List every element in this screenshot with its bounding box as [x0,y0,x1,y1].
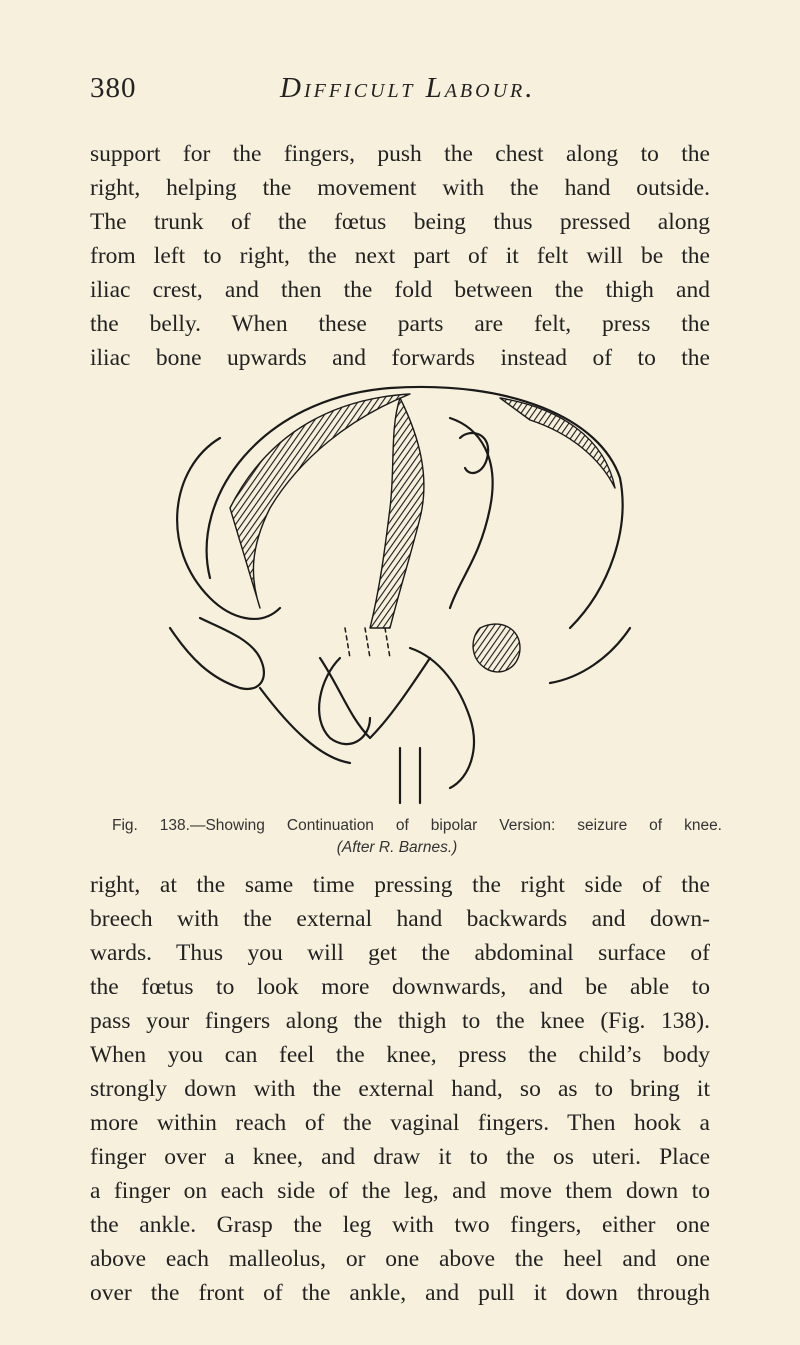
text-line: right, helping the movement with the hand outside. [90,175,710,201]
text-line: the ankle. Grasp the leg with two fingers, either one [90,1212,710,1238]
text-line: iliac crest, and then the fold between the thigh and [90,277,710,303]
figure-caption [112,815,722,859]
fetal-head-outline [450,418,493,608]
text-line: more within reach of the vaginal fingers. Then hook a [90,1110,710,1136]
dashed-guide [345,628,390,658]
text-line: the fœtus to look more downwards, and be able to [90,974,710,1000]
text-line: right, at the same time pressing the right side of the [90,872,710,898]
page-header [90,72,710,112]
text-line: The trunk of the fœtus being thus pressed along [90,209,710,235]
text-line: pass your fingers along the thigh to the knee (Fig. 138). [90,1008,710,1034]
paragraph-top [90,137,710,375]
paragraph-bottom [90,868,710,1310]
text-line: finger over a knee, and draw it to the os uteri. Place [90,1144,710,1170]
anatomical-illustration [150,358,650,808]
text-line: iliac bone upwards and forwards instead of to the [90,345,710,371]
pelvis-left [170,618,264,689]
text-line: wards. Thus you will get the abdominal surface of [90,940,710,966]
text-line: over the front of the ankle, and pull it down through [90,1280,710,1306]
text-line: from left to right, the next part of it felt will be the [90,243,710,269]
hand-outline [460,433,488,473]
text-line: support for the fingers, push the chest along to the [90,141,710,167]
text-line: breech with the external hand backwards and down- [90,906,710,932]
fetal-body [370,398,424,628]
page-number: 380 [90,72,137,104]
caption-attribution: (After R. Barnes.) [336,839,458,856]
text-line: strongly down with the external hand, so as to bring it [90,1076,710,1102]
knee-detail [473,624,520,672]
pelvic-outlet [320,658,430,738]
text-line: the belly. When these parts are felt, press the [90,311,710,337]
caption-text: Fig. 138.—Showing Continuation of bipolar Version: seizure of knee. [112,817,722,834]
text-line: above each malleolus, or one above the heel and one [90,1246,710,1272]
text-line: a finger on each side of the leg, and move them down to [90,1178,710,1204]
text-line: When you can feel the knee, press the child’s body [90,1042,710,1068]
perineum-curve [260,688,350,763]
running-head: Difficult Labour. [280,72,536,104]
pelvis-right [550,628,630,683]
